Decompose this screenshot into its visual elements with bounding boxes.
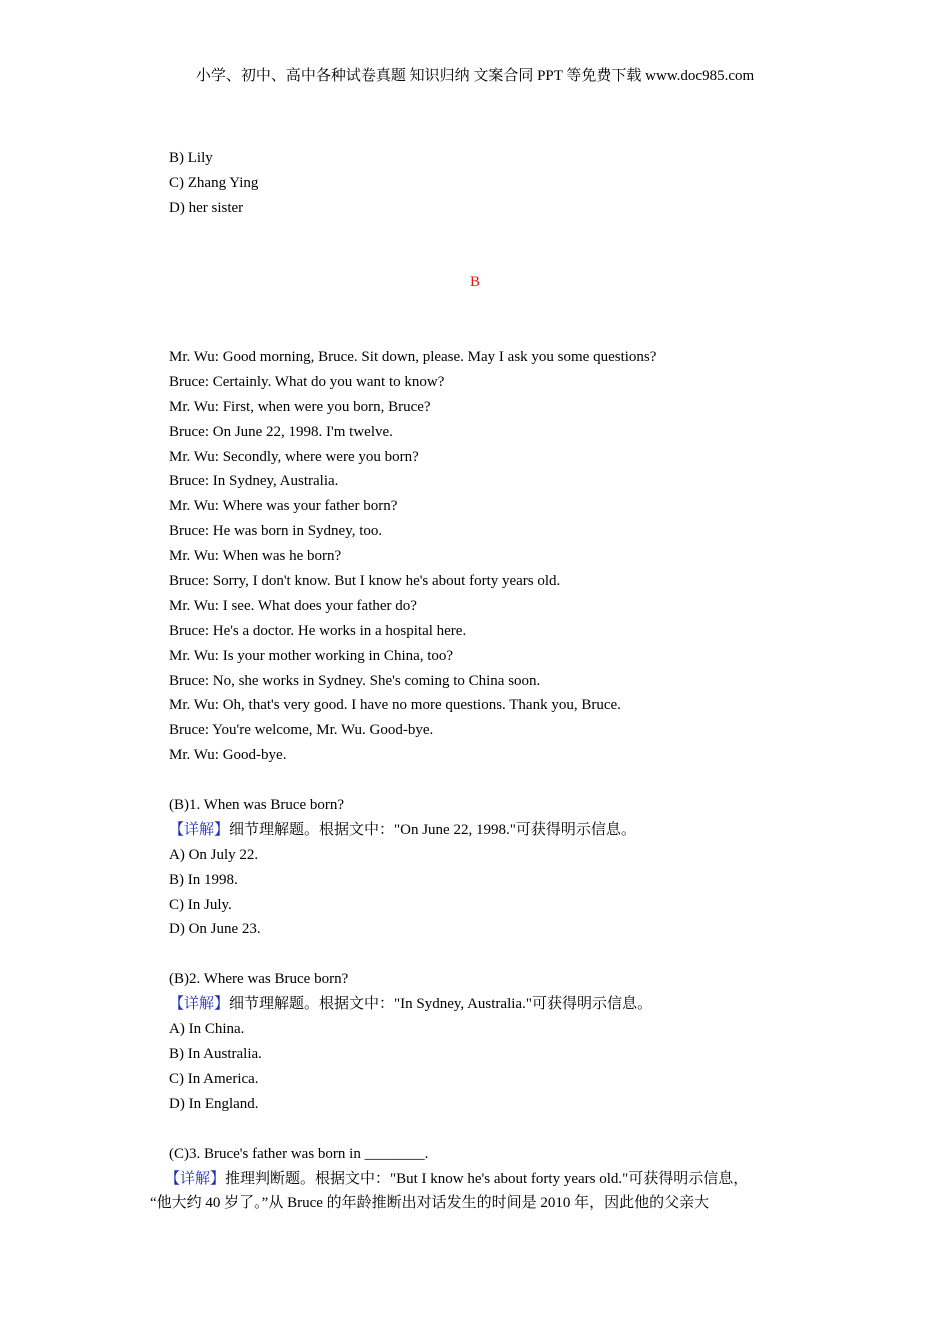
dialogue-line: Bruce: On June 22, 1998. I'm twelve.: [169, 423, 393, 440]
option-line: D) In England.: [169, 1095, 259, 1112]
option-line: B) In Australia.: [169, 1045, 262, 1062]
option-line: D) On June 23.: [169, 921, 261, 938]
dialogue-line: Bruce: Sorry, I don't know. But I know he's about forty years old.: [169, 573, 561, 590]
spacer: [169, 768, 656, 793]
option-line: B) Lily: [169, 150, 213, 166]
question-stem: (B)2. Where was Bruce born?: [169, 971, 349, 988]
option-line: B) In 1998.: [169, 871, 238, 888]
dialogue-line: Bruce: In Sydney, Australia.: [169, 473, 339, 490]
question-stem: (B)1. When was Bruce born?: [169, 797, 345, 814]
spacer: [169, 942, 656, 967]
dialogue-line: Mr. Wu: I see. What does your father do?: [169, 597, 417, 614]
dialogue-line: Mr. Wu: Where was your father born?: [169, 498, 398, 515]
dialogue-line: Bruce: Certainly. What do you want to know?: [169, 373, 445, 390]
detail-tag: 【详解】: [169, 996, 230, 1013]
dialogue-line: Mr. Wu: Oh, that's very good. I have no more questions. Thank you, Bruce.: [169, 697, 621, 714]
previous-question-options: [169, 146, 258, 221]
spacer: [169, 1117, 656, 1142]
dialogue-line: Mr. Wu: When was he born?: [169, 548, 342, 565]
detail-tag: 【详解】: [165, 1171, 226, 1187]
question-explanation: [169, 992, 656, 1017]
dialogue-line: Bruce: He's a doctor. He works in a hospital here.: [169, 622, 467, 639]
question-explanation: [165, 1167, 748, 1191]
explanation-text: 细节理解题。根据文中："In Sydney, Australia."可获得明示信息。: [229, 996, 652, 1013]
option-line: A) On July 22.: [169, 846, 259, 863]
dialogue-line: Bruce: You're welcome, Mr. Wu. Good-bye.: [169, 722, 434, 739]
explanation-text: 细节理解题。根据文中："On June 22, 1998."可获得明示信息。: [229, 821, 636, 838]
dialogue-line: Mr. Wu: First, when were you born, Bruce?: [169, 398, 431, 415]
option-line: D) her sister: [169, 199, 244, 216]
explanation-continuation: “他大约 40 岁了。”从 Bruce 的年龄推断出对话发生的时间是 2010 年，因此他的父亲大: [150, 1195, 710, 1211]
section-title: B: [469, 274, 480, 290]
explanation-text: 推理判断题。根据文中："But I know he's about forty years old."可获得明示信息，: [225, 1171, 749, 1187]
dialogue-line: Mr. Wu: Good morning, Bruce. Sit down, please. May I ask you some questions?: [169, 349, 657, 365]
page-header: 小学、初中、高中各种试卷真题 知识归纳 文案合同 PPT 等免费下载 www.doc985.com: [195, 68, 755, 84]
question-explanation: [169, 818, 656, 843]
dialogue-and-questions: [169, 345, 656, 1166]
option-line: A) In China.: [169, 1021, 245, 1038]
detail-tag: 【详解】: [169, 821, 230, 838]
dialogue-line: Bruce: He was born in Sydney, too.: [169, 523, 383, 540]
dialogue-line: Mr. Wu: Secondly, where were you born?: [169, 448, 419, 465]
dialogue-line: Mr. Wu: Good-bye.: [169, 747, 287, 764]
option-line: C) In America.: [169, 1070, 259, 1087]
dialogue-line: Mr. Wu: Is your mother working in China, too?: [169, 647, 454, 664]
question-stem: (C)3. Bruce's father was born in ________.: [169, 1145, 429, 1162]
dialogue-line: Bruce: No, she works in Sydney. She's coming to China soon.: [169, 672, 541, 689]
option-line: C) In July.: [169, 896, 232, 913]
option-line: C) Zhang Ying: [169, 174, 259, 191]
